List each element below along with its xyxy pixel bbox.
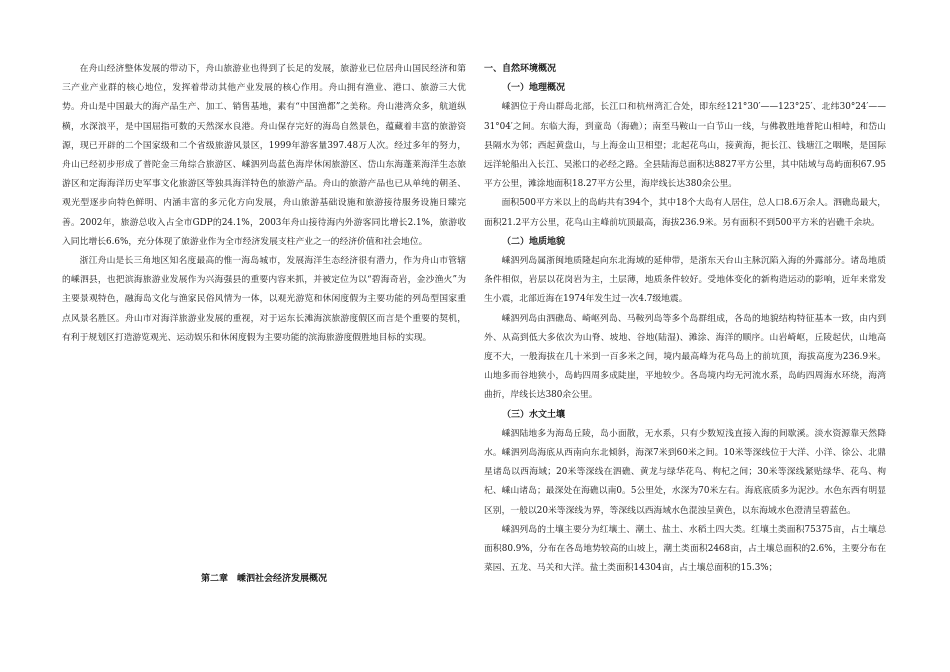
geology-paragraph-2: 嵊泗列岛由泗礁岛、崎岖列岛、马鞍列岛等多个岛群组成，各岛的地貌结构特征基本一致，由内到外、从高到低大多依次为山脊、坡地、谷地(陆湿)、滩涂、海洋的顺序。山岩崎岖，丘陵起伏，山地高度不大，一般海拔在几十米到一百多米之间，境内最高峰为花鸟岛上的前坑顶，海拔高度为236.9米。山地多而谷地狭小，岛屿四周多成陡崖，平地较少。各岛境内均无河流水系，岛屿四周海水环绕，海湾曲折，岸线长达380余公里。 [484, 313, 886, 401]
subsection-title-geography: （一）地理概况 [502, 83, 566, 94]
subsection-title-geology: （二）地质地貌 [502, 236, 566, 247]
hydrology-paragraph-2: 嵊泗列岛的土壤主要分为红壤土、潮土、盐土、水稻土四大类。红壤土类面积75375亩，占土壤总面积80.9%，分布在各岛地势较高的山坡上，潮土类面积2468亩，占土壤总面积的2.6%，主要分布在菜园、五龙、马关和大洋。盐土类面积14304亩，占土壤总面积的15.3%； [484, 524, 886, 574]
hydrology-paragraph-1: 嵊泗陆地多为海岛丘陵，岛小面散，无水系，只有少数短浅直接入海的间歇溪。淡水资源靠天然降水。嵊泗列岛海底从西南向东北倾斜，海深7米到60米之间。10米等深线位于大洋、小洋、徐公、北鼎星诸岛以西海域；20米等深线在泗礁、黄龙与绿华花鸟、枸杞之间；30米等深线紧贴绿华、花鸟、枸杞、嵊山诸岛；最深处在海礁以南0。5公里处，水深为70米左右。海底底质多为泥沙。水色东西有明显区别，一般以20米等深线为界，等深线以西海域水色混浊呈黄色，以东海域水色澄清呈碧蓝色。 [484, 428, 886, 516]
left-paragraph-2: 浙江舟山是长三角地区知名度最高的惟一海岛城市，发展海洋生态经济很有潜力，作为舟山市管辖的嵊泗县，也把滨海旅游业发展作为兴海强县的重要内容来抓，并被定位为以“碧海奇岩，金沙渔火”为主要景观特色，融海岛文化与渔家民俗风情为一体，以观光游览和休闲度假为主要功能的列岛型国家重点风景名胜区。舟山市对海洋旅游业发展的重视，对于运东长滩海滨旅游度假区而言是个重要的契机，有利于规划区打造游览观光、运动娱乐和休闲度假为主要功能的滨海旅游度假胜地目标的实现。 [62, 256, 466, 343]
geology-paragraph-1: 嵊泗列岛属浙闽地质隆起向东北海域的延伸带，是浙东天台山主脉沉陷入海的外露部分。诸岛地质条件相似，岩层以花岗岩为主，土层薄，地质条件较好。受地体变化的新构造运动的影响，近年来常发生小震，北部近海在1974年发生过一次4.7级地震。 [484, 256, 886, 305]
right-column [484, 60, 886, 578]
chapter-title: 第二章 嵊泗社会经济发展概况 [200, 574, 327, 584]
left-column [62, 60, 466, 348]
geography-paragraph-2: 面积500平方米以上的岛屿共有394个，其中18个大岛有人居住，总人口8.6万余人。泗礁岛最大，面积21.2平方公里，花鸟山主峰前坑顶最高，海拔236.9米。另有面积不到500平方米的岩礁千余块。 [484, 198, 886, 228]
left-paragraph-1: 在舟山经济整体发展的带动下，舟山旅游业也得到了长足的发展，旅游业已位居舟山国民经济和第三产业产业群的核心地位，发挥着带动其他产业发展的核心作用。舟山拥有渔业、港口、旅游三大优势。舟山是中国最大的海产品生产、加工、销售基地，素有“中国渔都”之美称。舟山港湾众多，航道纵横，水深浪平，是中国屈指可数的天然深水良港。舟山保存完好的海岛自然景色，蕴藏着丰富的旅游资源，现已开辟的二个国家级和二个省级旅游风景区，1999年游客量397.48万人次。经过多年的努力，舟山已经初步形成了普陀金三角综合旅游区、嵊泗列岛蓝色海岸休闲旅游区、岱山东海蓬莱海洋生态旅游区和定海海洋历史军事文化旅游区等独具海洋特色的旅游产品。舟山的旅游产品也已从单纯的朝圣、观光型逐步向特色鲜明、内涵丰富的多元化方向发展，舟山旅游基础设施和旅游接待服务设施日臻完善。2002年，旅游总收入占全市GDP的24.1%，2003年舟山接待海内外游客同比增长2.1%，旅游收入同比增长6.6%，充分体现了旅游业作为全市经济发展支柱产业之一的经济价值和社会地位。 [62, 64, 466, 247]
geography-paragraph-1: 嵊泗位于舟山群岛北部，长江口和杭州湾汇合处，即东经121°30′——123°25′、北纬30°24′——31°04′之间。东临大海，到童岛（海礁）；南至马鞍山一白节山一线，与佛教胜地普陀山相峙，和岱山县隔水为邻；西起黄盘山，与上海金山卫相望；北起花鸟山，接黄海，扼长江、钱塘江之咽喉，是国际远洋轮船出入长江、吴淞口的必经之路。全县陆海总面积达8827平方公里，其中陆域与岛屿面积67.95平方公里，滩涂地面积18.27平方公里，海岸线长达380余公里。 [484, 102, 886, 190]
subsection-title-hydrology: （三）水文土壤 [502, 409, 566, 420]
section-title: 一、自然环境概况 [484, 64, 557, 74]
